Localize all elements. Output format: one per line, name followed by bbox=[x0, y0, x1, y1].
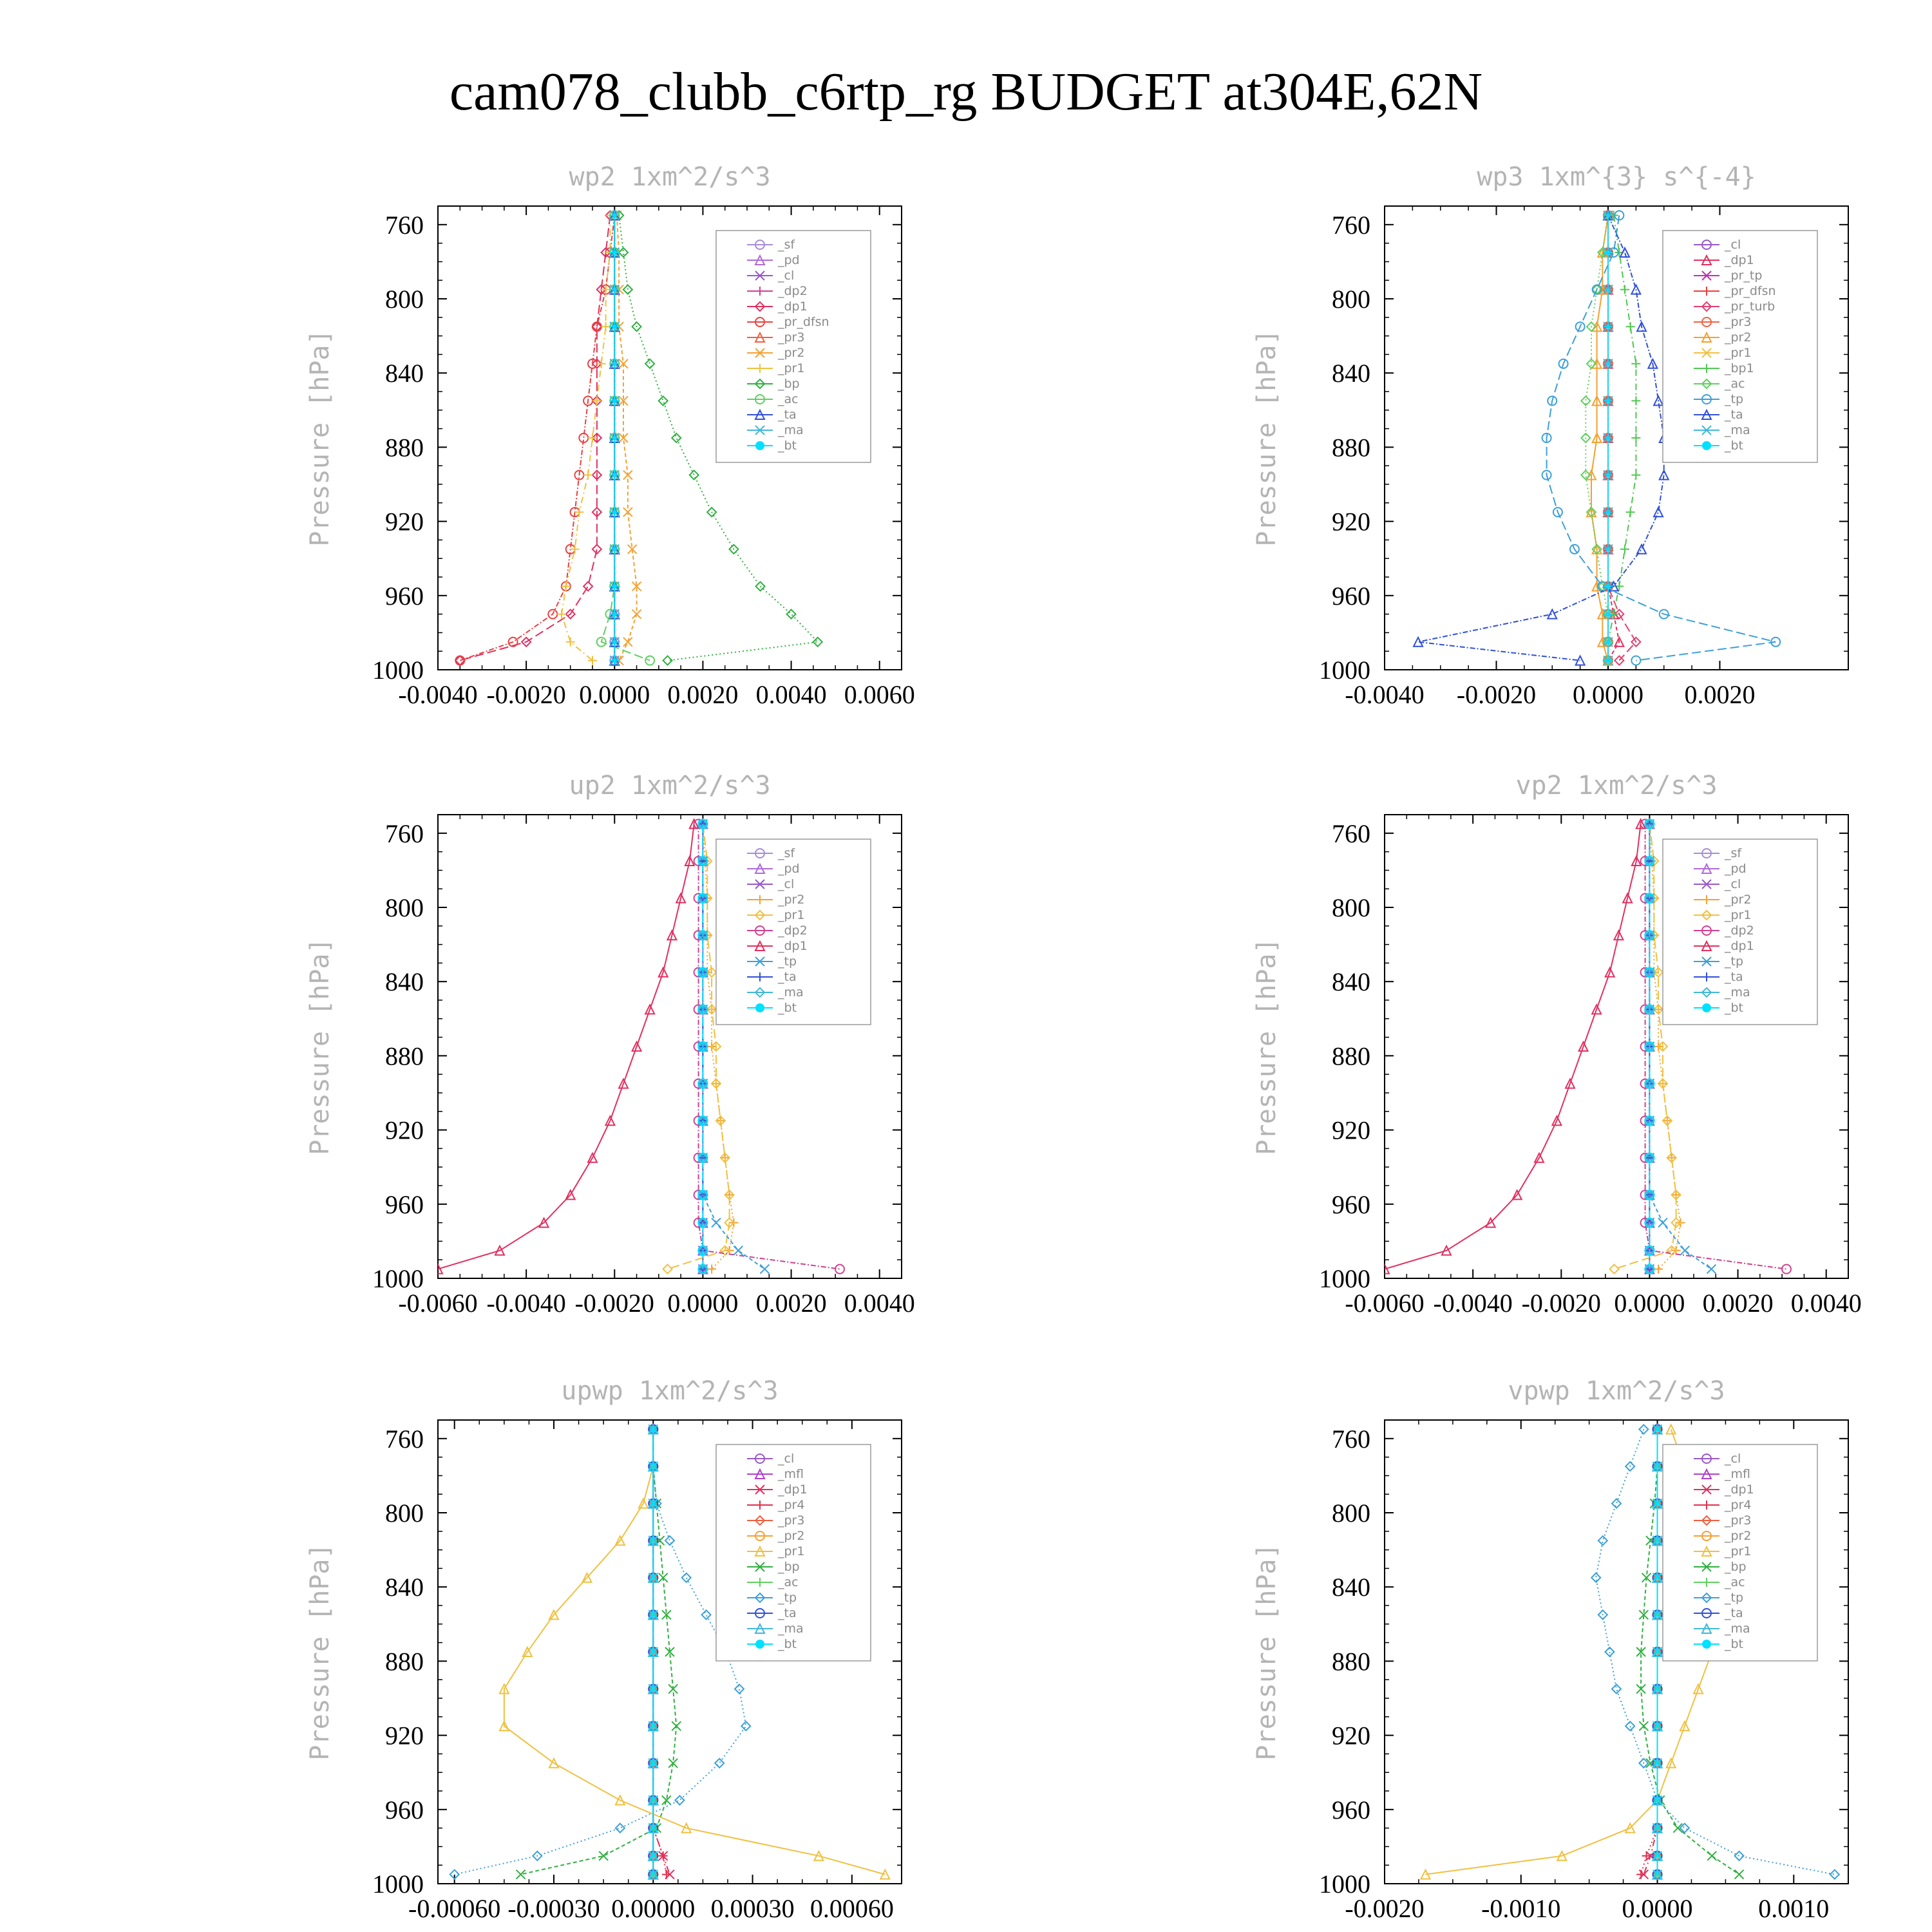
data-point-bp bbox=[690, 471, 699, 480]
y-tick-label: 800 bbox=[385, 1499, 424, 1528]
x-tick-label: -0.0020 bbox=[486, 680, 566, 709]
data-point-tp bbox=[675, 1795, 684, 1804]
legend-label: _cl bbox=[1725, 238, 1741, 252]
data-point-tp bbox=[1830, 1870, 1839, 1879]
legend-label: _pr4 bbox=[1725, 1498, 1752, 1512]
legend-label: _tp bbox=[1725, 954, 1744, 969]
y-tick-label: 960 bbox=[385, 1795, 424, 1824]
series-line-ac bbox=[601, 215, 650, 660]
y-tick-label: 840 bbox=[1332, 967, 1370, 997]
legend-label: _bp bbox=[778, 377, 800, 391]
data-point-bp bbox=[813, 638, 822, 647]
y-tick-label: 880 bbox=[1332, 1041, 1370, 1071]
data-point-tp bbox=[1631, 656, 1640, 665]
legend-label: _pd bbox=[778, 253, 800, 267]
series-line-pr1 bbox=[562, 215, 610, 660]
data-point-tp bbox=[1612, 1499, 1621, 1508]
data-point-bp bbox=[1642, 1573, 1651, 1582]
panel-title: wp3 1xm^{3} s^{-4} bbox=[1477, 162, 1756, 192]
panel-title: vp2 1xm^2/s^3 bbox=[1515, 771, 1718, 800]
data-point-pr1 bbox=[592, 396, 601, 405]
legend-label: _bp1 bbox=[1725, 361, 1754, 375]
data-point-bp bbox=[668, 1685, 677, 1694]
y-axis-label: Pressure [hPa] bbox=[305, 938, 335, 1155]
data-point-pr2 bbox=[623, 507, 632, 516]
legend-marker bbox=[755, 1003, 764, 1012]
y-tick-label: 920 bbox=[385, 1115, 424, 1145]
chart-panel-3 bbox=[305, 771, 915, 1318]
data-point-tp bbox=[1707, 1265, 1716, 1274]
legend-label: _pr_dfsn bbox=[1725, 284, 1776, 298]
data-point-bp bbox=[1639, 1721, 1648, 1730]
legend-label: _cl bbox=[778, 877, 795, 891]
y-tick-label: 840 bbox=[385, 1573, 424, 1602]
x-tick-label: 0.0040 bbox=[755, 680, 827, 709]
y-tick-label: 760 bbox=[1332, 1424, 1370, 1454]
y-axis-label: Pressure [hPa] bbox=[305, 1543, 335, 1761]
x-tick-label: -0.00030 bbox=[507, 1894, 600, 1923]
y-tick-label: 960 bbox=[385, 1189, 424, 1219]
data-point-bp1 bbox=[1631, 433, 1640, 442]
x-tick-label: 0.0000 bbox=[1622, 1894, 1693, 1923]
x-tick-label: 0.0020 bbox=[667, 680, 739, 709]
legend-label: _pr1 bbox=[1725, 908, 1752, 922]
legend-label: _pr2 bbox=[778, 893, 805, 907]
legend-label: _pr_dfsn bbox=[778, 315, 829, 329]
chart-panel-6 bbox=[1252, 1376, 1848, 1923]
y-tick-label: 920 bbox=[1332, 1721, 1370, 1750]
x-tick-label: -0.0040 bbox=[398, 680, 478, 709]
data-point-ta bbox=[1548, 610, 1557, 619]
legend-label: _pd bbox=[778, 862, 800, 876]
legend-label: _pr1 bbox=[1725, 1544, 1752, 1558]
y-tick-label: 840 bbox=[385, 359, 424, 388]
data-point-tp bbox=[1625, 1721, 1634, 1730]
legend-label: _pr3 bbox=[1725, 1513, 1752, 1528]
x-tick-label: -0.0020 bbox=[1345, 1894, 1425, 1923]
legend bbox=[716, 1444, 871, 1661]
figure-title: cam078_clubb_c6rtp_rg BUDGET at304E,62N bbox=[449, 62, 1483, 122]
y-tick-label: 800 bbox=[1332, 1499, 1370, 1528]
legend-label: _pr2 bbox=[1725, 1529, 1752, 1543]
y-tick-label: 760 bbox=[385, 210, 424, 240]
x-tick-label: 0.0000 bbox=[667, 1289, 739, 1318]
x-tick-label: 0.0000 bbox=[1614, 1289, 1685, 1318]
x-tick-label: -0.0010 bbox=[1481, 1894, 1561, 1923]
panel-title: vpwp 1xm^2/s^3 bbox=[1508, 1376, 1725, 1406]
y-tick-label: 800 bbox=[385, 893, 424, 922]
data-point-bp bbox=[672, 433, 681, 442]
data-point-pr1 bbox=[663, 1265, 672, 1274]
legend-label: _tp bbox=[778, 954, 797, 969]
legend-label: _bt bbox=[1725, 1637, 1744, 1651]
legend-label: _tp bbox=[1725, 1591, 1744, 1605]
x-tick-label: -0.0020 bbox=[574, 1289, 654, 1318]
legend-label: _cl bbox=[1725, 1452, 1741, 1466]
legend-label: _pr1 bbox=[1725, 346, 1752, 360]
series-line-pr2 bbox=[617, 215, 637, 660]
legend-label: _dp1 bbox=[1725, 1482, 1754, 1497]
data-point-tp bbox=[734, 1246, 743, 1255]
data-point-tp bbox=[1658, 1218, 1667, 1227]
x-tick-label: -0.0040 bbox=[1433, 1289, 1513, 1318]
y-tick-label: 840 bbox=[1332, 359, 1370, 388]
legend-label: _ta bbox=[1725, 970, 1743, 984]
data-point-bp1 bbox=[1626, 322, 1635, 331]
legend-label: _bt bbox=[1725, 439, 1744, 453]
legend-label: _pr2 bbox=[778, 1529, 805, 1543]
legend-label: _pr3 bbox=[778, 1513, 805, 1528]
y-tick-label: 800 bbox=[1332, 893, 1370, 922]
y-axis-label: Pressure [hPa] bbox=[1252, 938, 1282, 1155]
legend-label: _cl bbox=[1725, 877, 1741, 891]
chart-panel-1 bbox=[305, 162, 915, 709]
data-point-pr1 bbox=[1610, 1265, 1619, 1274]
data-point-tp bbox=[741, 1721, 750, 1730]
data-point-tp bbox=[665, 1536, 674, 1545]
y-tick-label: 1000 bbox=[1319, 656, 1370, 685]
y-tick-label: 920 bbox=[1332, 1115, 1370, 1145]
data-point-tp bbox=[1612, 1685, 1621, 1694]
data-point-tp bbox=[616, 1824, 625, 1833]
legend bbox=[716, 839, 871, 1025]
legend bbox=[716, 231, 871, 462]
y-tick-label: 960 bbox=[1332, 581, 1370, 611]
x-tick-label: -0.0020 bbox=[1456, 680, 1537, 709]
y-tick-label: 880 bbox=[1332, 433, 1370, 462]
legend-label: _pr4 bbox=[778, 1498, 805, 1512]
legend-label: _ma bbox=[1725, 985, 1750, 999]
data-point-tp bbox=[702, 1610, 711, 1619]
series-line-tp bbox=[455, 1429, 746, 1874]
panel-title: upwp 1xm^2/s^3 bbox=[561, 1376, 779, 1406]
legend-label: _mfl bbox=[778, 1467, 804, 1481]
legend-label: _pr_tp bbox=[1725, 269, 1763, 283]
x-tick-label: -0.0040 bbox=[1345, 680, 1425, 709]
y-tick-label: 1000 bbox=[372, 1264, 424, 1293]
chart-panel-5 bbox=[305, 1376, 902, 1923]
series-line-ta bbox=[1418, 215, 1664, 660]
y-tick-label: 760 bbox=[1332, 819, 1370, 848]
legend-label: _ac bbox=[1725, 377, 1745, 391]
data-point-tp bbox=[1598, 1536, 1607, 1545]
legend-marker bbox=[755, 441, 764, 450]
legend-label: _tp bbox=[1725, 392, 1744, 406]
legend-marker bbox=[755, 1640, 764, 1649]
data-point-bp bbox=[659, 396, 668, 405]
legend-label: _sf bbox=[778, 846, 795, 860]
x-tick-label: 0.00000 bbox=[611, 1894, 696, 1923]
legend-label: _sf bbox=[1725, 846, 1742, 860]
panel-title: wp2 1xm^2/s^3 bbox=[569, 162, 771, 192]
legend-label: _ac bbox=[1725, 1575, 1745, 1589]
y-tick-label: 920 bbox=[1332, 507, 1370, 536]
data-point-bp1 bbox=[1631, 359, 1640, 368]
legend-marker bbox=[1702, 441, 1711, 450]
data-point-tp bbox=[760, 1265, 769, 1274]
data-point-dp2 bbox=[1782, 1265, 1791, 1274]
legend-label: _tp bbox=[778, 1591, 797, 1605]
data-point-pr1 bbox=[571, 545, 580, 554]
legend-label: _bt bbox=[778, 1637, 797, 1651]
data-point-bp bbox=[619, 248, 628, 257]
y-tick-label: 840 bbox=[385, 967, 424, 997]
y-tick-label: 840 bbox=[1332, 1573, 1370, 1602]
data-point-ta bbox=[1654, 507, 1663, 516]
series-line-dp1 bbox=[1385, 824, 1641, 1269]
x-tick-label: -0.0060 bbox=[1345, 1289, 1425, 1318]
data-point-bp bbox=[787, 610, 796, 619]
legend-label: _ta bbox=[778, 408, 797, 422]
legend bbox=[1663, 1444, 1817, 1661]
data-point-tp bbox=[735, 1685, 744, 1694]
legend-label: _cl bbox=[778, 269, 795, 283]
legend-label: _ma bbox=[778, 423, 804, 437]
legend-label: _sf bbox=[778, 238, 795, 252]
legend-label: _ac bbox=[778, 392, 799, 406]
data-point-bp1 bbox=[1631, 396, 1640, 405]
data-point-tp bbox=[682, 1573, 691, 1582]
panels bbox=[305, 162, 1862, 1923]
legend-label: _ma bbox=[1725, 423, 1750, 437]
data-point-pr2 bbox=[623, 471, 632, 480]
data-point-bp bbox=[623, 285, 632, 294]
y-tick-label: 880 bbox=[385, 1041, 424, 1071]
series-line-dp1 bbox=[438, 824, 694, 1269]
legend-label: _bt bbox=[778, 1001, 797, 1015]
legend-label: _pr1 bbox=[778, 1544, 805, 1558]
x-tick-label: -0.0020 bbox=[1521, 1289, 1601, 1318]
data-point-bp1 bbox=[1631, 471, 1640, 480]
data-point-pr2 bbox=[632, 610, 641, 619]
data-point-ac bbox=[645, 656, 654, 665]
y-tick-label: 1000 bbox=[1319, 1264, 1370, 1293]
data-point-bp1 bbox=[1626, 507, 1635, 516]
x-tick-label: 0.0000 bbox=[579, 680, 650, 709]
legend-label: _ma bbox=[778, 1622, 804, 1636]
chart-panel-2 bbox=[1252, 162, 1848, 709]
data-point-pr4 bbox=[662, 1870, 671, 1879]
data-point-pr-dfsn bbox=[455, 656, 464, 665]
y-tick-label: 760 bbox=[385, 1424, 424, 1454]
data-point-bp bbox=[1735, 1870, 1744, 1879]
legend-label: _bp bbox=[778, 1560, 800, 1574]
legend-label: _pd bbox=[1725, 862, 1747, 876]
x-tick-label: 0.00030 bbox=[710, 1894, 795, 1923]
legend-label: _ta bbox=[1725, 1606, 1743, 1620]
legend-label: _pr2 bbox=[1725, 330, 1752, 345]
legend-label: _bp bbox=[1725, 1560, 1747, 1574]
legend-label: _dp1 bbox=[1725, 939, 1754, 953]
x-tick-label: 0.0010 bbox=[1758, 1894, 1830, 1923]
x-tick-label: 0.0020 bbox=[1684, 680, 1756, 709]
legend-label: _pr3 bbox=[1725, 315, 1752, 329]
data-point-pr2 bbox=[623, 638, 632, 647]
data-point-bp1 bbox=[1620, 545, 1629, 554]
y-axis-label: Pressure [hPa] bbox=[1252, 329, 1282, 547]
data-point-tp bbox=[715, 1759, 724, 1768]
data-point-bp bbox=[672, 1721, 681, 1730]
y-axis-label: Pressure [hPa] bbox=[305, 329, 335, 547]
legend-marker bbox=[1702, 1003, 1711, 1012]
x-tick-label: -0.0040 bbox=[486, 1289, 566, 1318]
data-point-bp1 bbox=[1620, 285, 1629, 294]
y-tick-label: 960 bbox=[1332, 1795, 1370, 1824]
y-tick-label: 880 bbox=[385, 433, 424, 462]
y-tick-label: 920 bbox=[385, 507, 424, 536]
data-point-bp bbox=[516, 1870, 526, 1879]
chart-panel-4 bbox=[1252, 771, 1862, 1318]
panel-title: up2 1xm^2/s^3 bbox=[569, 771, 771, 800]
legend-label: _dp1 bbox=[1725, 253, 1754, 267]
legend-label: _bt bbox=[778, 439, 797, 453]
legend-label: _ma bbox=[1725, 1622, 1750, 1636]
y-tick-label: 800 bbox=[385, 285, 424, 314]
data-point-bp bbox=[1636, 1685, 1645, 1694]
legend-marker bbox=[1702, 1640, 1711, 1649]
legend-label: _ta bbox=[1725, 408, 1743, 422]
legend-label: _dp2 bbox=[778, 284, 808, 298]
data-point-pr1 bbox=[574, 507, 583, 516]
data-point-bp bbox=[1707, 1852, 1716, 1861]
y-tick-label: 920 bbox=[385, 1721, 424, 1750]
data-point-tp bbox=[1680, 1246, 1689, 1255]
x-tick-label: -0.00060 bbox=[408, 1894, 501, 1923]
data-point-pr1 bbox=[601, 322, 611, 331]
legend-label: _mfl bbox=[1725, 1467, 1750, 1481]
data-point-bp bbox=[645, 359, 654, 368]
data-point-pr1 bbox=[566, 638, 575, 647]
legend-label: _pr2 bbox=[778, 346, 805, 360]
y-tick-label: 1000 bbox=[372, 1870, 424, 1899]
legend bbox=[1663, 231, 1817, 462]
data-point-pr2 bbox=[1654, 1265, 1663, 1274]
x-tick-label: 0.0060 bbox=[844, 680, 915, 709]
legend-label: _dp2 bbox=[778, 923, 808, 938]
legend-label: _pr1 bbox=[778, 908, 805, 922]
data-point-dp1 bbox=[592, 545, 601, 554]
legend-label: _ta bbox=[778, 1606, 797, 1620]
legend-label: _dp1 bbox=[778, 299, 808, 314]
legend bbox=[1663, 839, 1817, 1025]
legend-label: _pr_turb bbox=[1725, 299, 1776, 314]
x-tick-label: -0.0060 bbox=[398, 1289, 478, 1318]
legend-label: _cl bbox=[778, 1452, 795, 1466]
data-point-pr1 bbox=[583, 471, 592, 480]
data-point-pr4 bbox=[1636, 1870, 1645, 1879]
y-tick-label: 1000 bbox=[372, 656, 424, 685]
legend-label: _ma bbox=[778, 985, 804, 999]
y-tick-label: 880 bbox=[1332, 1647, 1370, 1676]
y-axis-label: Pressure [hPa] bbox=[1252, 1543, 1282, 1761]
data-point-bp bbox=[599, 1852, 608, 1861]
x-tick-label: 0.0000 bbox=[1572, 680, 1643, 709]
data-point-dp2 bbox=[835, 1265, 844, 1274]
y-tick-label: 800 bbox=[1332, 285, 1370, 314]
x-tick-label: 0.0020 bbox=[755, 1289, 827, 1318]
x-tick-label: 0.0020 bbox=[1702, 1289, 1774, 1318]
y-tick-label: 760 bbox=[1332, 210, 1370, 240]
legend-label: _pr2 bbox=[1725, 893, 1752, 907]
y-tick-label: 1000 bbox=[1319, 1870, 1370, 1899]
x-tick-label: 0.0040 bbox=[844, 1289, 915, 1318]
legend-label: _ta bbox=[778, 970, 797, 984]
data-point-tp bbox=[712, 1218, 721, 1227]
legend-label: _dp2 bbox=[1725, 923, 1754, 938]
legend-label: _ac bbox=[778, 1575, 799, 1589]
data-point-pr2 bbox=[707, 1265, 716, 1274]
y-tick-label: 760 bbox=[385, 819, 424, 848]
legend-label: _bt bbox=[1725, 1001, 1744, 1015]
y-tick-label: 960 bbox=[1332, 1189, 1370, 1219]
data-point-ta bbox=[1637, 545, 1646, 554]
x-tick-label: 0.0040 bbox=[1790, 1289, 1862, 1318]
y-tick-label: 960 bbox=[385, 581, 424, 611]
legend-label: _pr1 bbox=[778, 361, 805, 375]
legend-label: _dp1 bbox=[778, 1482, 808, 1497]
data-point-dp1 bbox=[583, 582, 592, 591]
legend-label: _pr3 bbox=[778, 330, 805, 345]
y-tick-label: 880 bbox=[385, 1647, 424, 1676]
x-tick-label: 0.00060 bbox=[810, 1894, 894, 1923]
legend-label: _dp1 bbox=[778, 939, 808, 953]
